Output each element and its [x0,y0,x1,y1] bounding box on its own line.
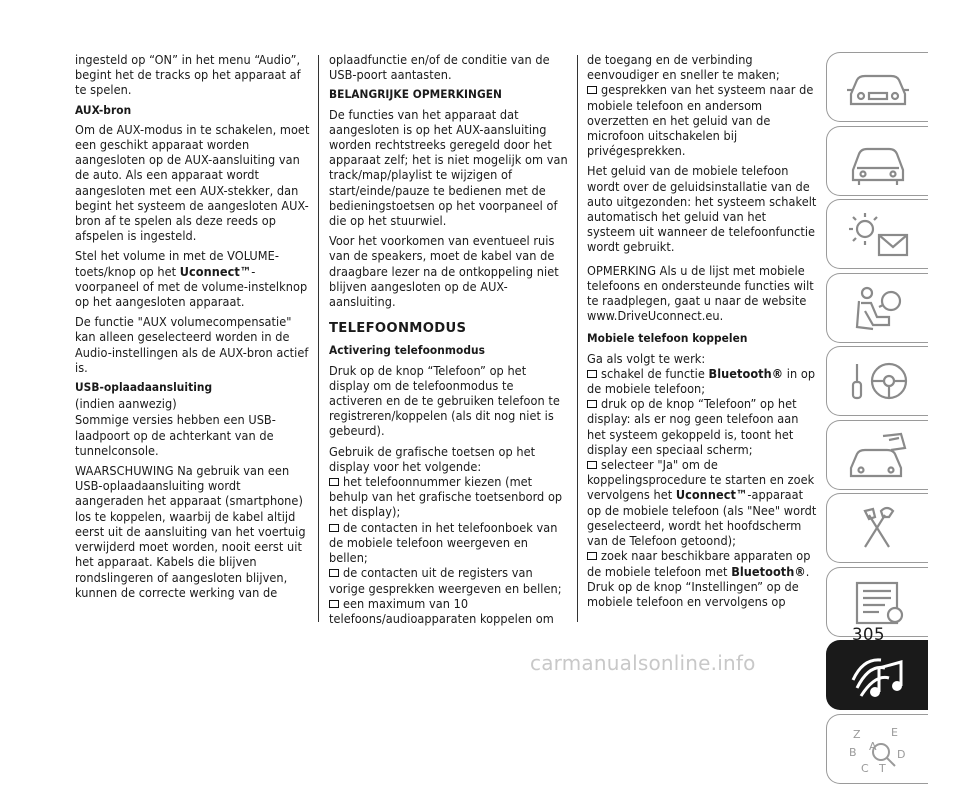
tab-dashboard[interactable] [826,52,928,122]
text-column-1 [75,52,310,605]
index-letter-e: E [891,725,898,739]
index-letter-d: D [897,747,906,761]
paragraph: Druk op de knop “Instellingen” op de mobiele telefoon en vervolgens op [587,578,799,609]
bullet-item: een maximum van 10 telefoons/audioapparaten koppelen om [329,595,554,626]
bullet-item: druk op de knop “Telefoon” op het display: als er nog geen telefoon aan het systeem gekoppeld is, toont het display een speciaal scherm; [587,396,799,457]
text-column-3 [587,52,817,614]
paragraph: Het geluid van de mobiele telefoon wordt over de geluidsinstallatie van de auto uitgezonden: het systeem schakelt automatisch het geluid van het systeem uit wanneer de telefoonfunctie wordt gebruikt. [587,163,817,255]
alphabetical-index-icon [839,722,917,777]
paragraph: Gebruik de grafische toetsen op het display voor het volgende: [329,443,536,474]
paragraph-volume: Stel het volume in met de VOLUME-toets/knop op het Uconnect™-voorpaneel of met de volume-instelknop op het aangesloten apparaat. [75,248,308,310]
column-divider [318,55,319,622]
steering-wheel-key-icon [839,354,917,409]
index-letter-z: Z [853,727,861,741]
index-letter-b: B [849,745,857,759]
warning-paragraph: WAARSCHUWING Na gebruik van een USB-oplaadaansluiting wordt aangeraden het apparaat (smartphone) los te koppelen, waarbij de kabel altijd eerst uit de aansluiting van het voertuig verwijderd moet worden, nooit eerst uit het apparaat. Kabels die blijven rondslingeren of aangesloten blijven, kunnen de correcte werking van de [75,463,306,600]
bullet-item: de contacten in het telefoonboek van de mobiele telefoon weergeven en bellen; [329,519,558,566]
section-title-phone-mode: TELEFOONMODUS [329,321,467,337]
heading-important-notes: BELANGRIJKE OPMERKINGEN [329,87,502,102]
index-letter-c: C [861,761,869,775]
bullet-box-icon [329,569,339,577]
tab-steering-wheel[interactable] [826,346,928,416]
bullet-item: gesprekken van het systeem naar de mobiele telefoon en andersom overzetten en het geluid van de microfoon uitschakelen bij privégesprekken. [587,82,814,159]
heading-phone-activation: Activering telefoonmodus [329,343,485,358]
index-letter-a: A [869,739,877,753]
bullet-box-icon [329,478,339,486]
column-divider [577,55,578,622]
note-paragraph: OPMERKING Als u de lijst met mobiele telefoons en ondersteunde functies wilt te raadplegen, gaat u naar de website www.DriveUconnect.eu. [587,262,814,324]
paragraph: De functie "AUX volumecompensatie" kan alleen geselecteerd worden in de Audio-instellingen als de AUX-bron actief is. [75,314,309,375]
text-column-2 [329,52,569,626]
paragraph: Om de AUX-modus in te schakelen, moet een geschikt apparaat worden aangesloten op de AUX-aansluiting van de auto. Als een apparaat wordt aangesloten met een AUX-stekker, dan begint het systeem de aangesloten AUX-bron af te spelen als deze reeds op afspelen is ingesteld. [75,121,310,244]
paragraph: Druk op de knop “Telefoon” op het display om de telefoonmodus te activeren en de te gebruiken telefoon te registreren/koppelen (als dit nog niet is gebeurd). [329,362,560,439]
paragraph: oplaadfunctie en/of de conditie van de USB-poort aantasten. [329,52,550,83]
bullet-box-icon [587,461,597,469]
bullet-box-icon [587,552,597,560]
car-tools-icon [839,501,917,556]
bullet-item: schakel de functie Bluetooth® in op de mobiele telefoon; [587,365,816,397]
watermark: carmanualsonline.info [530,651,756,675]
bullet-item: zoek naar beschikbare apparaten op de mobiele telefoon met Bluetooth®. [587,548,811,579]
lights-message-icon [839,207,917,262]
bullet-box-icon [587,400,597,408]
paragraph: De functies van het apparaat dat aangesloten is op het AUX-aansluiting worden rechtstreeks geregeld door het apparaat zelf; het is niet mogelijk om van track/map/playlist te wijzigen of start/einde/pauze te bedienen met de bedieningstoetsen op het voorpaneel of die op het stuurwiel. [329,106,568,229]
tab-index[interactable] [826,714,928,784]
tab-lights-message[interactable] [826,199,928,269]
multimedia-icon [839,648,917,703]
airbag-seat-icon [839,281,917,336]
bullet-item: de contacten uit de registers van vorige gesprekken weergeven en bellen; [329,565,562,596]
bullet-box-icon [329,524,339,532]
heading-usb-charging: USB-oplaadaansluiting [75,380,213,395]
bullet-box-icon [329,600,339,608]
heading-pair-phone: Mobiele telefoon koppelen [587,331,748,346]
car-accident-icon [839,428,917,483]
paragraph: (indien aanwezig) [75,396,177,412]
bullet-item: selecteer "Ja" om de koppelingsprocedure te starten en zoek vervolgens het Uconnect™-apparaat op de mobiele telefoon (als "Nee" wordt geselecteerd, wordt het hoofdscherm van de Telefoon getoond); [587,457,817,549]
paragraph: ingesteld op “ON” in het menu “Audio”, begint het de tracks op het apparaat af te spelen. [75,52,301,98]
paragraph: de toegang en de verbinding eenvoudiger en sneller te maken; [587,52,780,83]
car-front-icon [839,134,917,189]
page-number: 305 [852,625,885,644]
bullet-box-icon [587,370,597,378]
tab-tools[interactable] [826,493,928,563]
tab-airbag-seat[interactable] [826,273,928,343]
technical-data-icon [839,575,917,630]
chapter-tabs [826,52,928,787]
tab-car-front[interactable] [826,126,928,196]
bullet-item: het telefoonnummer kiezen (met behulp van het grafische toetsenbord op het display); [329,474,563,520]
paragraph: Ga als volgt te werk: [587,350,706,366]
bullet-box-icon [587,86,597,94]
paragraph: Voor het voorkomen van eventueel ruis van de speakers, moet de kabel van de draagbare lezer na de ontkoppeling niet blijven aangesloten op de AUX-aansluiting. [329,233,559,310]
heading-aux-source: AUX-bron [75,102,132,117]
index-letter-t: T [879,761,886,775]
car-dashboard-icon [839,60,917,115]
tab-multimedia-active[interactable] [826,640,928,710]
paragraph: Sommige versies hebben een USB-laadpoort op de achterkant van de tunnelconsole. [75,412,276,458]
tab-accident[interactable] [826,420,928,490]
